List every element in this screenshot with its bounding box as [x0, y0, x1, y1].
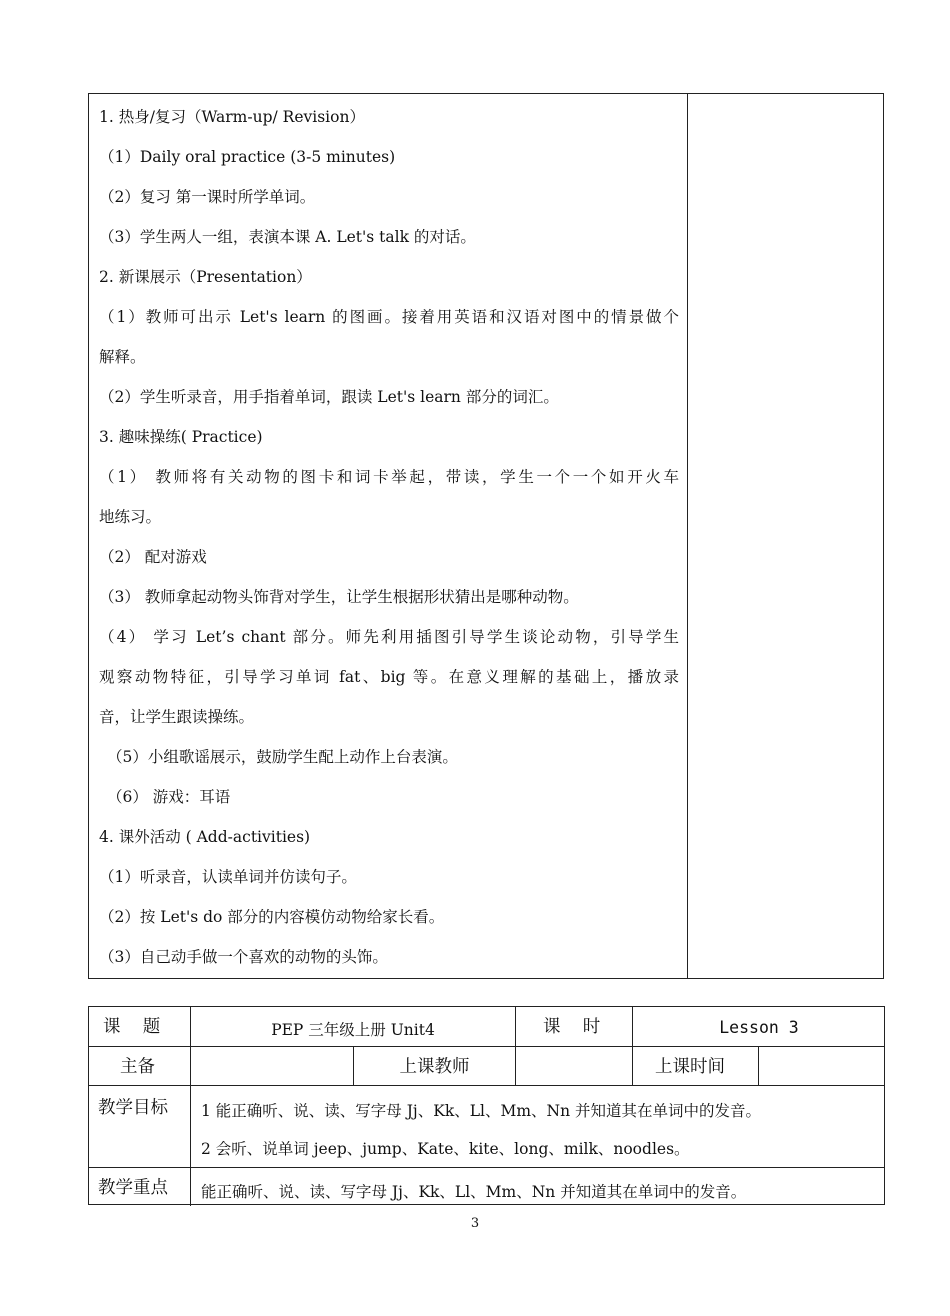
keypoints-value: 能正确听、说、读、写字母 Jj、Kk、Ll、Mm、Nn 并知道其在单词中的发音。	[201, 1183, 747, 1201]
keypoints-label: 教学重点	[98, 1178, 168, 1198]
lesson-info-table	[88, 1006, 885, 1205]
period-label: 课 时	[543, 1017, 601, 1037]
activity-line: （4） 学习 Let’s chant 部分。师先利用插图引导学生谈论动物，引导学生	[99, 628, 679, 646]
table-col-divider	[515, 1046, 516, 1085]
activity-line: （3）学生两人一组，表演本课 A. Let's talk 的对话。	[99, 228, 476, 246]
time-label: 上课时间	[655, 1057, 725, 1077]
activity-line: （2） 配对游戏	[99, 548, 207, 566]
activity-line: （2）按 Let's do 部分的内容模仿动物给家长看。	[99, 908, 445, 926]
activity-line: （1）听录音，认读单词并仿读句子。	[99, 868, 357, 886]
table-col-divider	[515, 1007, 516, 1046]
table-col-divider	[758, 1046, 759, 1085]
activity-line: 1. 热身/复习（Warm-up/ Revision）	[99, 108, 365, 126]
activity-line: 2. 新课展示（Presentation）	[99, 268, 312, 286]
activity-line: （6） 游戏：耳语	[107, 788, 231, 806]
objective-item: 2 会听、说单词 jeep、jump、Kate、kite、long、milk、noodles。	[201, 1140, 690, 1158]
activity-line: （1）教师可出示 Let's learn 的图画。接着用英语和汉语对图中的情景做个	[99, 308, 679, 326]
activity-line: （2）学生听录音，用手指着单词，跟读 Let's learn 部分的词汇。	[99, 388, 559, 406]
activity-line: 观察动物特征，引导学习单词 fat、big 等。在意义理解的基础上，播放录	[99, 668, 679, 686]
page-number: 3	[470, 1216, 480, 1231]
table-row-divider	[89, 1167, 884, 1168]
activities-box	[88, 93, 884, 979]
preparer-label: 主备	[120, 1057, 155, 1077]
activity-line: （5）小组歌谣展示，鼓励学生配上动作上台表演。	[107, 748, 458, 766]
topic-label: 课 题	[103, 1017, 161, 1037]
activity-line: 3. 趣味操练( Practice)	[99, 428, 263, 446]
teacher-label: 上课教师	[399, 1057, 470, 1077]
activity-line: 4. 课外活动 ( Add-activities)	[99, 828, 311, 846]
objective-item: 1 能正确听、说、读、写字母 Jj、Kk、Ll、Mm、Nn 并知道其在单词中的发音。	[201, 1102, 762, 1120]
period-value: Lesson 3	[719, 1018, 799, 1037]
table-row-divider	[89, 1046, 884, 1047]
column-divider	[687, 94, 688, 978]
table-row-divider	[89, 1085, 884, 1086]
activity-line: 解释。	[99, 348, 146, 366]
activity-line: （3）自己动手做一个喜欢的动物的头饰。	[99, 948, 388, 966]
activity-line: 音，让学生跟读操练。	[99, 708, 255, 726]
activity-line: （1）Daily oral practice (3-5 minutes)	[99, 148, 396, 166]
topic-value: PEP 三年级上册 Unit4	[271, 1021, 435, 1039]
objectives-label: 教学目标	[98, 1098, 168, 1118]
activity-line: 地练习。	[99, 508, 162, 526]
activity-line: （2）复习 第一课时所学单词。	[99, 188, 316, 206]
activity-line: （3） 教师拿起动物头饰背对学生，让学生根据形状猜出是哪种动物。	[99, 588, 579, 606]
activity-line: （1） 教师将有关动物的图卡和词卡举起，带读，学生一个一个如开火车	[99, 468, 679, 486]
